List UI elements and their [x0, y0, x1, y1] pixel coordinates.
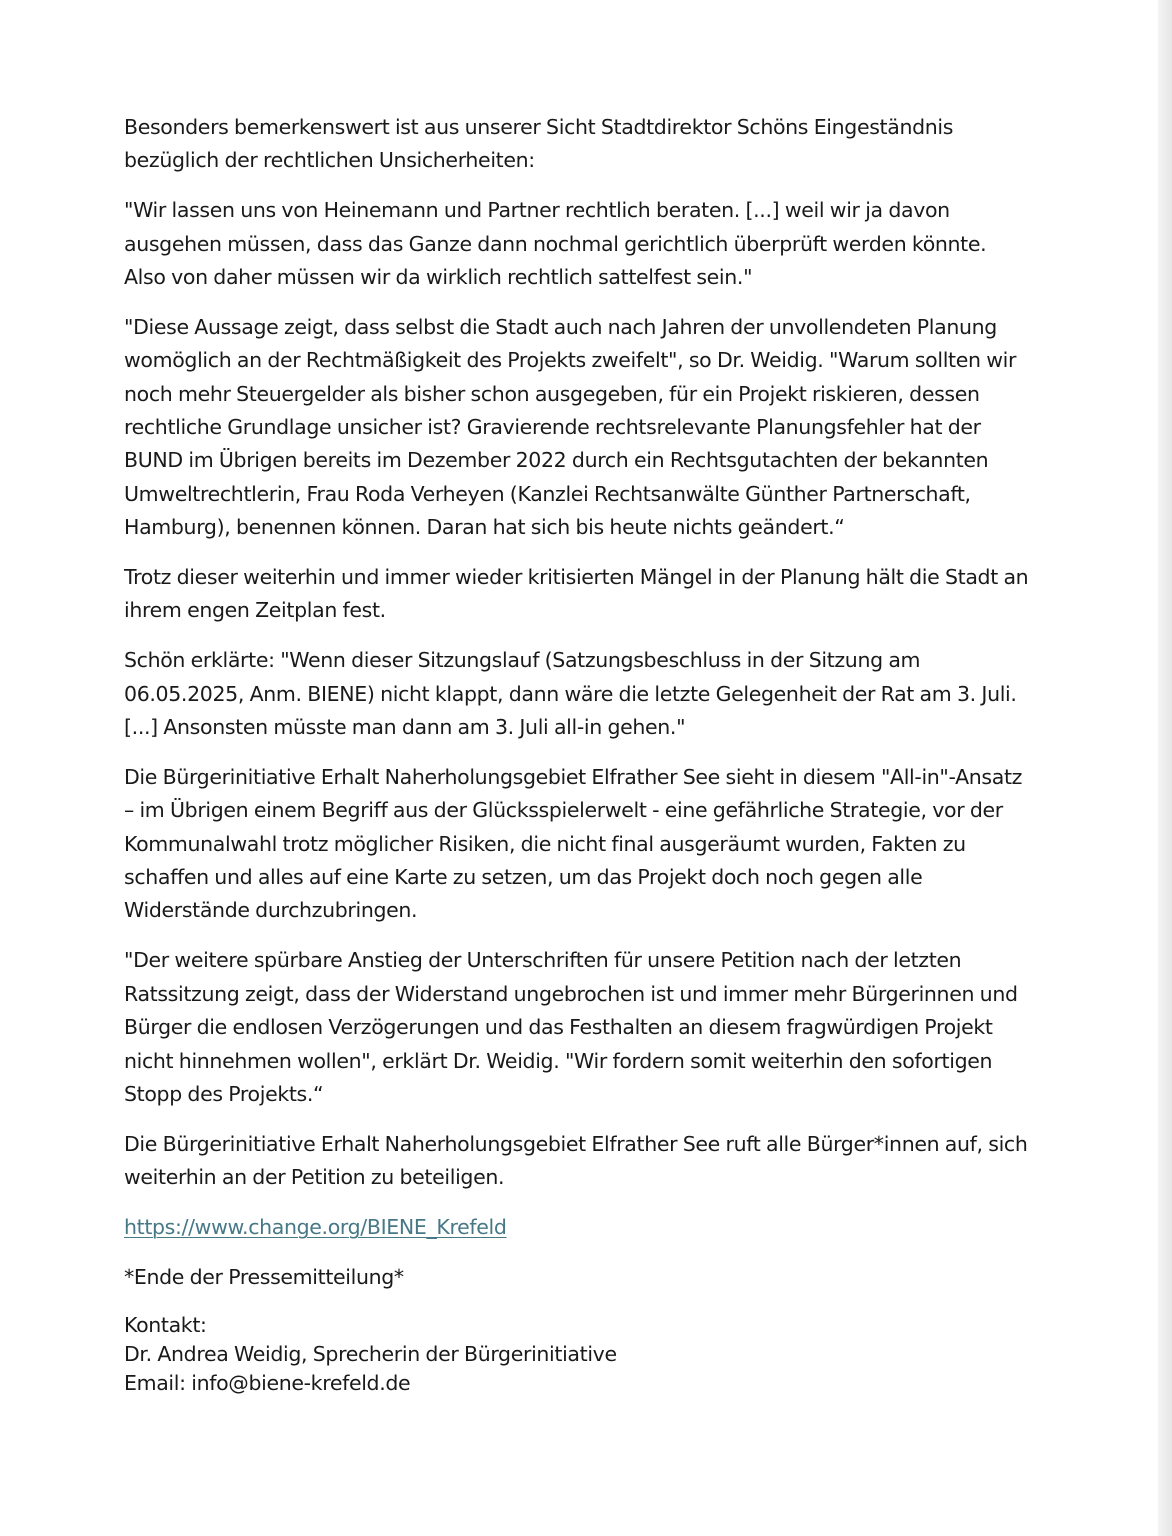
contact-heading: Kontakt: — [124, 1312, 207, 1337]
paragraph-intro: Besonders bemerkenswert ist aus unserer Sicht Stadtdirektor Schöns Eingeständnis bezüglich der rechtlichen Unsicherheiten: — [124, 115, 954, 173]
paragraph-call-to-action: Die Bürgerinitiative Erhalt Naherholungsgebiet Elfrather See ruft alle Bürger*innen auf, sich weiterhin an der Petition zu beteiligen. — [124, 1131, 1028, 1190]
contact-block — [124, 1311, 1029, 1398]
press-release-body — [124, 111, 1029, 1398]
paragraph-quote-weidig: "Diese Aussage zeigt, dass selbst die Stadt auch nach Jahren der unvollendeten Planung womöglich an der Rechtmäßigkeit des Projekts zweifelt", so Dr. Weidig. "Warum sollten wir noch mehr Steuergelder als bisher schon ausgegeben, für ein Projekt riskieren, dessen rechtliche Grundlage unsicher ist? Gravierende rechtsrelevante Planungsfehler hat der BUND im Übrigen bereits im Dezember 2022 durch ein Rechtsgutachten der bekannten Umweltrechtlerin, Frau Roda Verheyen (Kanzlei Rechtsanwälte Günther Partnerschaft, Hamburg), benennen können. Daran hat sich bis heute nichts geändert.“ — [124, 314, 1017, 540]
paragraph-quote-schoen: "Wir lassen uns von Heinemann und Partner rechtlich beraten. [...] weil wir ja davon ausgehen müssen, dass das Ganze dann nochmal gerichtlich überprüft werden könnte. Also von daher müssen wir da wirklich rechtlich sattelfest sein." — [124, 198, 987, 290]
paragraph-quote-sitzungslauf: Schön erklärte: "Wenn dieser Sitzungslauf (Satzungsbeschluss in der Sitzung am 06.05.2025, Anm. BIENE) nicht klappt, dann wäre die letzte Gelegenheit der Rat am 3. Juli. [...] Ansonsten müsste man dann am 3. Juli all-in gehen." — [124, 648, 1017, 740]
page-edge — [1158, 0, 1172, 1536]
contact-person: Dr. Andrea Weidig, Sprecherin der Bürgerinitiative — [124, 1341, 617, 1366]
petition-link-paragraph — [124, 1211, 1029, 1244]
paragraph-timeline: Trotz dieser weiterhin und immer wieder kritisierten Mängel in der Planung hält die Stadt an ihrem engen Zeitplan fest. — [124, 565, 1029, 623]
paragraph-all-in: Die Bürgerinitiative Erhalt Naherholungsgebiet Elfrather See sieht in diesem "All-in"-Ansatz – im Übrigen einem Begriff aus der Glücksspielerwelt - eine gefährliche Strategie, vor der Kommunalwahl trotz möglicher Risiken, die nicht final ausgeräumt wurden, Fakten zu schaffen und alles auf eine Karte zu setzen, um das Projekt doch noch gegen alle Widerstände durchzubringen. — [124, 764, 1023, 923]
petition-link[interactable]: https://www.change.org/BIENE_Krefeld — [124, 1214, 507, 1239]
end-note: *Ende der Pressemitteilung* — [124, 1264, 404, 1289]
contact-email: Email: info@biene-krefeld.de — [124, 1370, 411, 1395]
paragraph-petition-quote: "Der weitere spürbare Anstieg der Unterschriften für unsere Petition nach der letzten Ratssitzung zeigt, dass der Widerstand ungebrochen ist und immer mehr Bürgerinnen und Bürger die endlosen Verzögerungen und das Festhalten an diesem fragwürdigen Projekt nicht hinnehmen wollen", erklärt Dr. Weidig. "Wir fordern somit weiterhin den sofortigen Stopp des Projekts.“ — [124, 948, 1018, 1106]
